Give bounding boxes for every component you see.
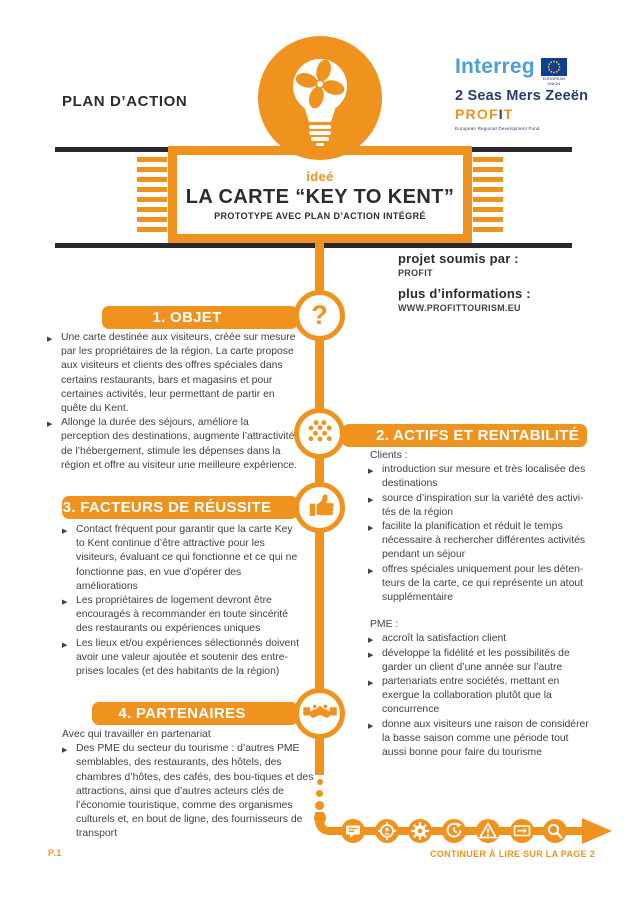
bullet-icon: ▶: [62, 641, 68, 649]
chat-icon: [341, 819, 365, 843]
bullet-icon: ▶: [368, 722, 374, 730]
bullet-icon: ▶: [47, 336, 53, 343]
bullet-icon: ▶: [62, 599, 68, 607]
timeline-dot: [315, 801, 324, 810]
handshake-icon: [301, 692, 339, 735]
clock-icon: [442, 819, 466, 843]
section-4-banner: 4. PARTENAIRES: [92, 702, 298, 725]
list-item: ▶ introduction sur mesure et très localisée des destinations: [368, 464, 586, 490]
profit-wordmark: PROFIT: [455, 106, 514, 122]
lightbulb-icon: [258, 147, 382, 164]
website-link[interactable]: WWW.PROFITTOURISM.EU: [398, 303, 521, 313]
list-item: ▶ partenariats entre sociétés, mettant en exergue la collaboration plutôt que la concurrence: [368, 676, 560, 716]
list-item: ▶ accroît la satisfaction client: [368, 632, 592, 646]
clients-label: Clients :: [370, 450, 408, 461]
list-item: ▶ Les propriétaires de logement devront être encouragés à recommander en toute sincérité des restaurants ou expériences uniques: [62, 595, 288, 635]
section-3-banner: 3. FACTEURS DE RÉUSSITE: [62, 496, 298, 519]
target-icon: [375, 819, 399, 843]
bullet-icon: ▶: [62, 528, 68, 535]
left-stripes: [137, 157, 167, 235]
assets-medallion: [294, 408, 345, 459]
timeline-segment: [315, 456, 324, 484]
partenaires-block: [62, 728, 314, 842]
section-2-banner: 2. ACTIFS ET RENTABILITÉ: [342, 424, 587, 447]
warning-icon: [476, 819, 500, 843]
section-1-banner: 1. OBJET: [102, 306, 298, 329]
bullet-icon: ▶: [368, 496, 374, 504]
timeline-elbow: [315, 812, 337, 835]
list-item: ▶ Allonge la durée des séjours, améliore la perception des destinations, augmente l’attractivité de l’hébergement, stimule les dépenses dans la région et offre au visiteur une meilleure expérience.: [47, 417, 298, 471]
timeline-dot: [317, 779, 323, 785]
list-item: ▶ facilite la planification et réduit le temps nécessaire à rechercher différentes activités pendant un séjour: [368, 521, 586, 561]
submitted-by-label: projet soumis par :: [398, 251, 519, 266]
eu-flag-icon: [541, 57, 567, 86]
idea-subtitle: PROTOTYPE AVEC PLAN D’ACTION INTÉGRÉ: [214, 210, 426, 221]
clients-list: [368, 463, 592, 605]
bullet-icon: ▶: [368, 468, 374, 476]
list-item: ▶ Des PME du secteur du tourisme : d’autres PME semblables, des restaurants, des hôtels, des chambres d’hôtes, des cafés, des bou-tiques et des attractions, ainsi que d’autres acteurs clés de l’économie touristique, comme des organismes culturels et, en bout de ligne, des fournisseurs de transport: [62, 743, 314, 840]
bullet-icon: ▶: [368, 567, 374, 575]
fund-line: European Regional Development Fund: [455, 126, 540, 131]
interreg-logo: [455, 57, 620, 131]
bottom-rule: [55, 243, 572, 248]
bullet-icon: ▶: [368, 637, 374, 645]
arrow-head-icon: [582, 818, 612, 844]
partenaires-intro: Avec qui travailler en partenariat: [62, 729, 211, 740]
idea-label: ideé: [306, 168, 334, 184]
page-title: PLAN D’ACTION: [62, 93, 188, 110]
facteurs-list: [62, 523, 302, 679]
timeline-dot: [316, 790, 323, 797]
list-item: ▶ développe la fidélité et les possibilités de garder un client d’une année sur l’autre: [368, 647, 570, 673]
timeline-segment: [315, 243, 324, 292]
question-medallion: [294, 290, 345, 341]
dotted-ball-icon: [301, 412, 339, 455]
timeline-segment: [315, 736, 324, 775]
interreg-subtitle: 2 Seas Mers Zeeën: [455, 88, 589, 104]
list-item: ▶ source d’inspiration sur la variété des activi-tés de la région: [368, 492, 584, 518]
actifs-block: [368, 449, 592, 760]
bullet-icon: ▶: [368, 651, 374, 659]
success-medallion: [294, 482, 345, 533]
more-info-label: plus d’informations :: [398, 286, 531, 301]
bullet-icon: ▶: [368, 525, 374, 533]
list-item: ▶ Contact fréquent pour garantir que la carte Key to Kent continue d’être attractive pour les visiteurs, évaluant ce qui fonctionne et ce qui ne fonctionne pas, en vue d’opérer des améliorations: [62, 524, 298, 592]
pme-list: [368, 632, 592, 760]
partenaires-list: [62, 742, 314, 841]
bullet-icon: ▶: [47, 421, 53, 429]
list-item: ▶ Les lieux et/ou expériences sélectionnés doivent avoir une valeur ajoutée et soutenir des entre-prises locales (et des habitants de la région): [62, 637, 299, 678]
list-item: ▶ donne aux visiteurs une raison de considérer la basse saison comme une période tout aussi bonne pour faire du tourisme: [368, 718, 589, 759]
card-icon: [510, 819, 534, 843]
interreg-wordmark: Interreg: [455, 55, 535, 78]
timeline-segment: [315, 530, 324, 690]
pme-label: PME :: [370, 619, 399, 631]
thumbs-up-icon: [303, 488, 337, 527]
idea-title: LA CARTE “KEY TO KENT”: [185, 185, 455, 208]
search-icon: [543, 819, 567, 843]
page-number: P.1: [48, 848, 62, 858]
list-item: ▶ Une carte destinée aux visiteurs, créée sur mesure par les propriétaires de la région. La carte propose aux visiteurs et clients des offres spéciales dans certains restaurants, bars et magasins et pour certaines activités, leur permettant de partir en quête du Kent.: [47, 332, 296, 415]
submitted-by-value: PROFIT: [398, 268, 433, 278]
lightbulb-badge: [258, 36, 382, 160]
timeline-segment: [315, 338, 324, 410]
bullet-icon: ▶: [62, 747, 68, 755]
bullet-icon: ▶: [368, 680, 374, 688]
gear-icon: [408, 819, 432, 843]
right-stripes: [473, 157, 503, 235]
partners-medallion: [294, 688, 345, 739]
objet-list: [47, 331, 299, 473]
list-item: ▶ offres spéciales uniquement pour les déten-teurs de la carte, ce qui représente un atout supplémentaire: [368, 563, 584, 604]
continue-link[interactable]: CONTINUER À LIRE SUR LA PAGE 2: [430, 849, 596, 859]
question-icon: ?: [311, 300, 328, 330]
eu-flag-label: EUROPEAN UNION: [542, 76, 566, 86]
